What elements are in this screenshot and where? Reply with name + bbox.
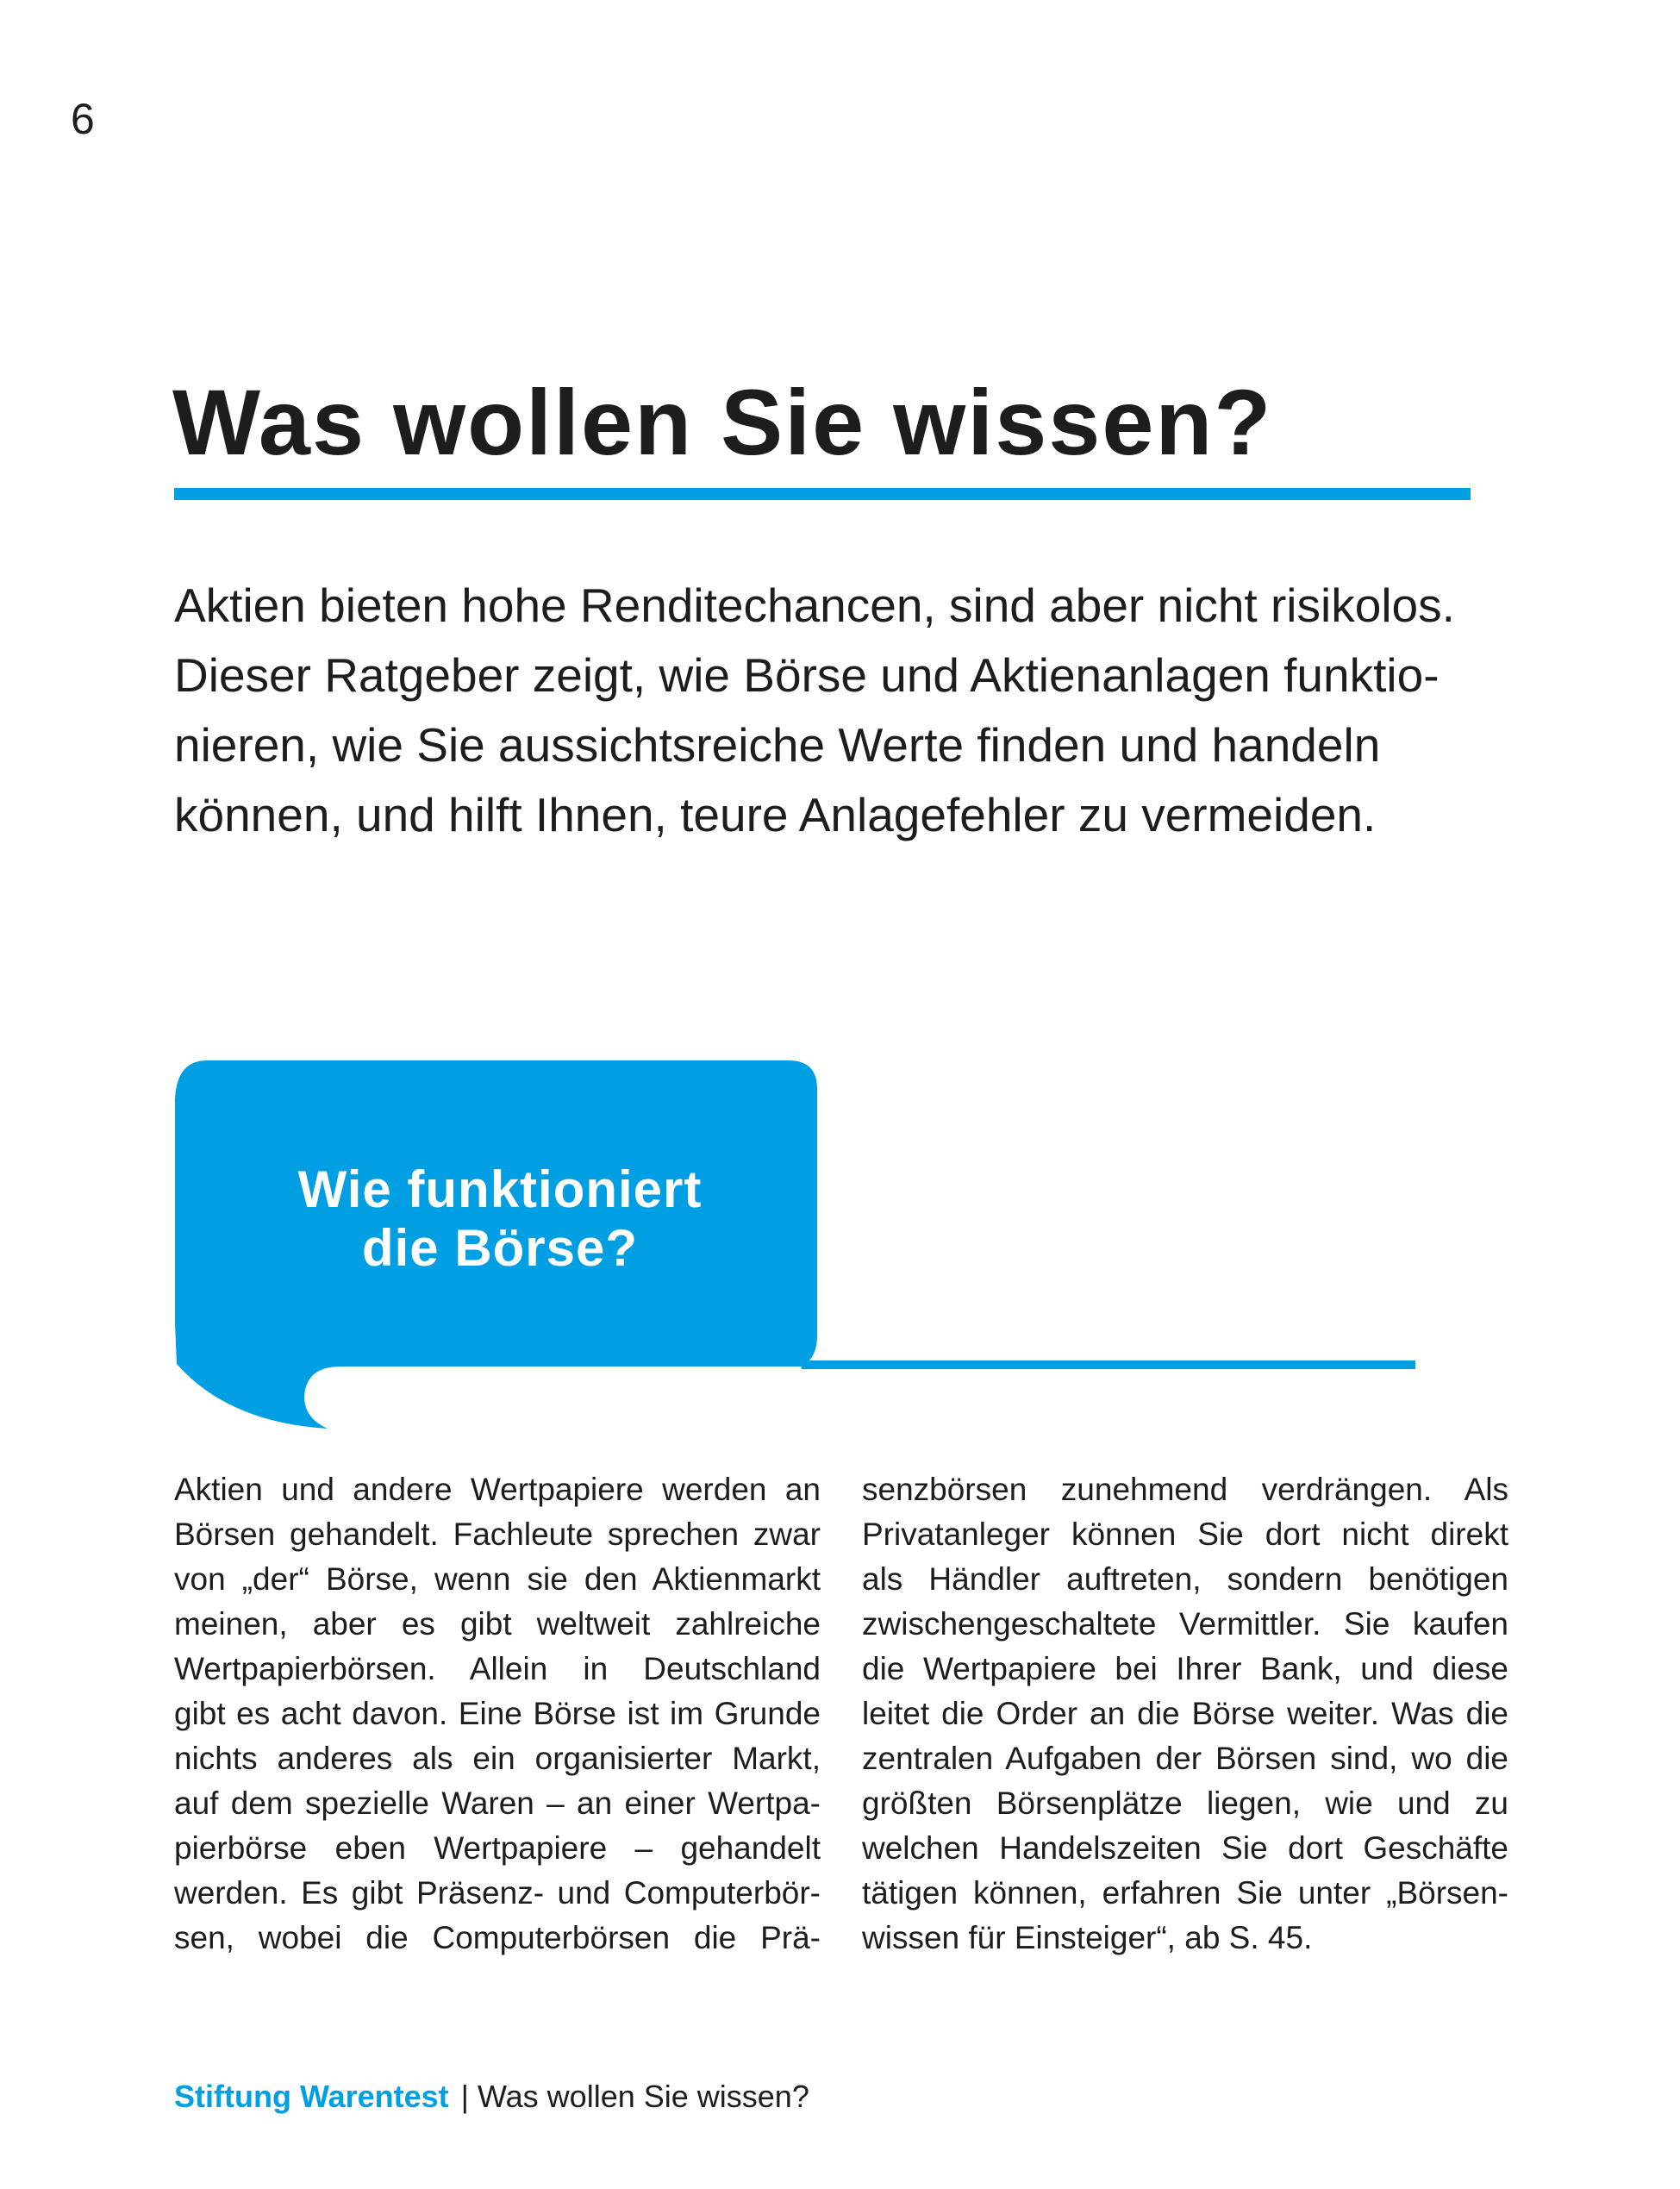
section-title-line: Wie funktioniert (297, 1160, 703, 1218)
intro-line: nieren, wie Sie aussichtsreiche Werte finden und handeln (174, 718, 1381, 772)
body-line: Aktien und andere Wertpapiere werden an (174, 1472, 821, 1507)
page-title: Was wollen Sie wissen? (172, 370, 1273, 474)
body-line: größten Börsenplätze liegen, wie und zu (862, 1786, 1508, 1821)
body-line: nichts anderes als ein organisierter Markt, (174, 1741, 821, 1776)
body-line: werden. Es gibt Präsenz- und Computerbör- (174, 1875, 821, 1911)
footer-separator: | (460, 2079, 470, 2114)
body-line: von „der“ Börse, wenn sie den Aktienmarkt (174, 1561, 821, 1597)
body-line: gibt es acht davon. Eine Börse ist im Grunde (174, 1696, 821, 1731)
body-line: zentralen Aufgaben der Börsen sind, wo die (862, 1741, 1508, 1776)
body-line: wissen für Einsteiger“, ab S. 45. (862, 1920, 1313, 1955)
body-line: auf dem spezielle Waren – an einer Wertpa- (174, 1786, 821, 1821)
footer-title: Was wollen Sie wissen? (478, 2079, 809, 2114)
body-line: welchen Handelszeiten Sie dort Geschäfte (862, 1830, 1508, 1866)
page-footer (174, 2078, 809, 2116)
body-column-right (862, 1467, 1508, 1961)
section-title (177, 1160, 823, 1278)
body-line: senzbörsen zunehmend verdrängen. Als (862, 1472, 1508, 1507)
body-line: als Händler auftreten, sondern benötigen (862, 1561, 1508, 1597)
body-line: sen, wobei die Computerbörsen die Prä- (174, 1920, 821, 1955)
body-line: die Wertpapiere bei Ihrer Bank, und diese (862, 1651, 1508, 1686)
section-title-line: die Börse? (361, 1219, 639, 1277)
body-line: meinen, aber es gibt weltweit zahlreiche (174, 1606, 821, 1642)
body-line: Wertpapierbörsen. Allein in Deutschland (174, 1651, 821, 1686)
page-number: 6 (71, 95, 95, 143)
body-line: leitet die Order an die Börse weiter. Was die (862, 1696, 1508, 1731)
intro-line: Aktien bieten hohe Renditechancen, sind aber nicht risikolos. (174, 579, 1455, 632)
body-line: zwischengeschaltete Vermittler. Sie kaufen (862, 1606, 1508, 1642)
body-line: tätigen können, erfahren Sie unter „Börsen- (862, 1875, 1508, 1911)
intro-line: Dieser Ratgeber zeigt, wie Börse und Aktienanlagen funktio- (174, 648, 1440, 702)
body-line: pierbörse eben Wertpapiere – gehandelt (174, 1830, 821, 1866)
footer-brand: Stiftung Warentest (174, 2079, 449, 2114)
intro-line: können, und hilft Ihnen, teure Anlagefehler zu vermeiden. (174, 788, 1377, 841)
body-line: Börsen gehandelt. Fachleute sprechen zwar (174, 1517, 821, 1552)
body-line: Privatanleger können Sie dort nicht direkt (862, 1517, 1508, 1552)
body-column-left (174, 1467, 821, 1961)
section-rule (802, 1360, 1415, 1369)
